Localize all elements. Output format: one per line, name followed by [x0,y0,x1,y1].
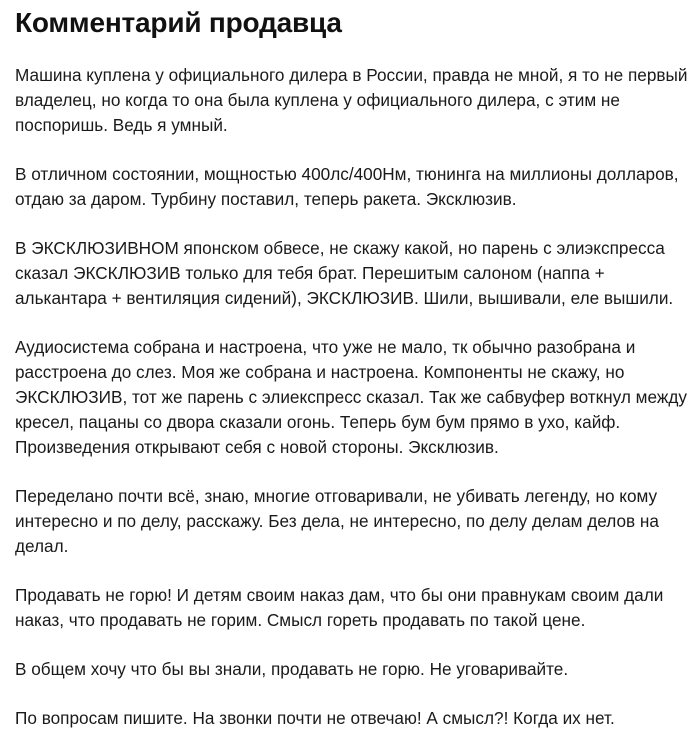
comment-paragraph-3: В ЭКСКЛЮЗИВНОМ японском обвесе, не скажу какой, но парень с элиэкспресса сказал ЭКСКЛЮЗИВ только для тебя брат. Перешитым салоном (наппа + алькантара + вентиляция сидений), ЭКСКЛЮЗИВ. Шили, вышивали, еле вышили. [15,238,674,308]
comment-paragraph-8: По вопросам пишите. На звонки почти не отвечаю! А смысл?! Когда их нет. [15,708,615,728]
comment-paragraph-4: Аудиосистема собрана и настроена, что уже не мало, тк обычно разобрана и расстроена до слез. Моя же собрана и настроена. Компоненты не скажу, но ЭКСКЛЮЗИВ, тот же парень с элиекспресс сказал. Так же сабвуфер воткнул между кресел, пацаны со двора сказали огонь. Теперь бум бум прямо в ухо, кайф. Произведения открывают себя с новой стороны. Эксклюзив. [15,337,687,457]
comment-body [15,63,697,731]
comment-paragraph-7: В общем хочу что бы вы знали, продавать не горю. Не уговаривайте. [15,659,569,679]
comment-paragraph-5: Переделано почти всё, знаю, многие отговаривали, не убивать легенду, но кому интересно и по делу, расскажу. Без дела, не интересно, по делу делам делов на делал. [15,486,659,556]
seller-comment-section [15,0,697,731]
comment-paragraph-1: Машина куплена у официального дилера в России, правда не мной, я то не первый владелец, но когда то она была куплена у официального дилера, с этим не поспоришь. Ведь я умный. [15,65,688,135]
section-title: Комментарий продавца [15,7,342,38]
comment-paragraph-6: Продавать не горю! И детям своим наказ дам, что бы они правнукам своим дали наказ, что продавать не горим. Смысл гореть продавать по такой цене. [15,585,664,630]
comment-paragraph-2: В отличном состоянии, мощностью 400лс/400Нм, тюнинга на миллионы долларов, отдаю за даром. Турбину поставил, теперь ракета. Эксклюзив. [15,164,679,209]
